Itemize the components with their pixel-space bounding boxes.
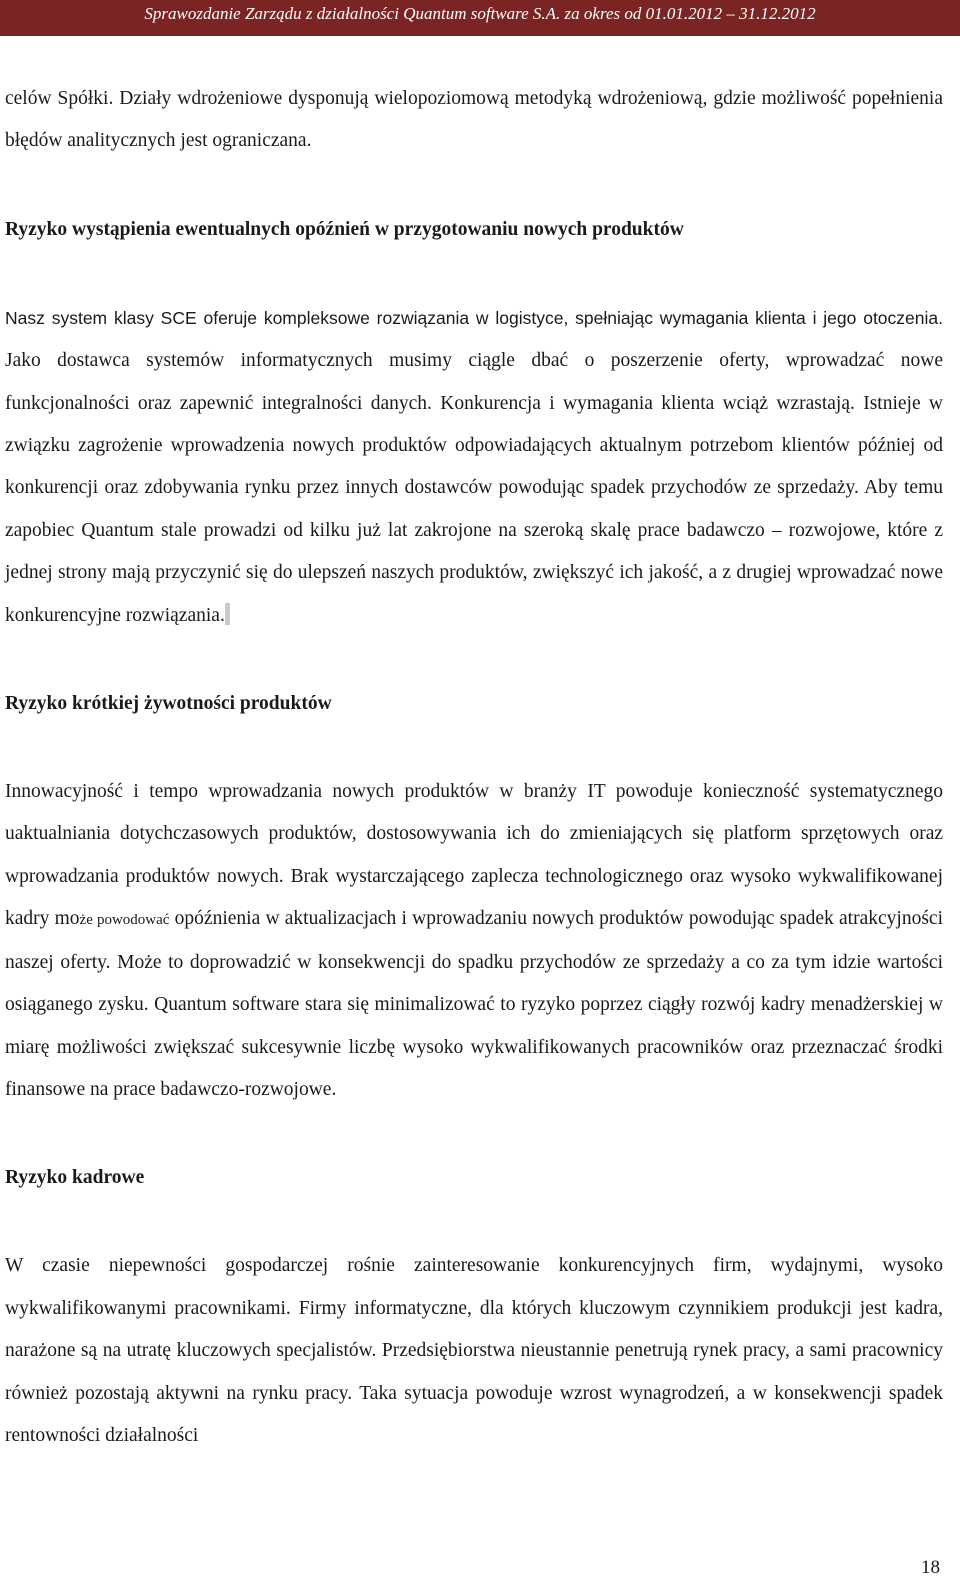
product-lifetime-paragraph <box>5 771 943 1111</box>
intro-paragraph: celów Spółki. Działy wdrożeniowe dysponują wielopoziomową metodyką wdrożeniową, gdzie możliwość popełnienia błędów analitycznych jest ograniczana. <box>5 88 943 152</box>
delay-risk-paragraph <box>5 297 943 637</box>
document-body <box>5 78 943 1457</box>
document-header <box>0 0 960 36</box>
section-heading-product-lifetime-risk: Ryzyko krótkiej żywotności produktów <box>5 693 332 715</box>
product-lifetime-text-small: że powodować <box>79 912 170 929</box>
text-cursor <box>225 603 230 625</box>
product-lifetime-text-a: Innowacyjność i tempo wprowadzania nowych produktów w branży IT powoduje konieczność systematycznego uaktualniania dotychczasowych produktów, dostosowywania ich do zmieniających się platform sprzętowych oraz wprowadzania produktów nowych. Brak wystarczającego zaplecza technologicznego oraz wysoko wykwalifikowanej kadry mo <box>5 781 943 930</box>
delay-risk-text-sans: Nasz system klasy SCE oferuje kompleksowe rozwiązania w logistyce, spełniając wymagania klienta i jego otoczenia. <box>5 307 943 328</box>
product-lifetime-text-b: opóźnienia w aktualizacjach i wprowadzaniu nowych produktów powodując spadek atrakcyjności naszej oferty. Może to doprowadzić w konsekwencji do spadku przychodów ze sprzedaży a co za tym idzie wartości osiąganego zysku. Quantum software stara się minimalizować to ryzyko poprzez ciągły rozwój kadry menadżerskiej w miarę możliwości zwiększać sukcesywnie liczbę wysoko wykwalifikowanych pracowników oraz przeznaczać środki finansowe na prace badawczo-rozwojowe. <box>5 908 943 1100</box>
delay-risk-text: Jako dostawca systemów informatycznych musimy ciągle dbać o poszerzenie oferty, wprowadzać nowe funkcjonalności oraz zapewnić integralności danych. Konkurencja i wymagania klienta wciąż wzrastają. Istnieje w związku zagrożenie wprowadzenia nowych produktów odpowiadających aktualnym potrzebom klientów później od konkurencji oraz zdobywania rynku przez innych dostawców powodując spadek przychodów ze sprzedaży. Aby temu zapobiec Quantum stale prowadzi od kilku już lat zakrojone na szeroką skalę prace badawczo – rozwojowe, które z jednej strony mają przyczynić się do ulepszeń naszych produktów, zwiększyć ich jakość, a z drugiej wprowadzać nowe konkurencyjne rozwiązania. <box>5 350 943 626</box>
header-title: Sprawozdanie Zarządu z działalności Quantum software S.A. za okres od 01.01.2012 – 31.12.2012 <box>144 4 816 23</box>
section-heading-staff-risk: Ryzyko kadrowe <box>5 1167 145 1189</box>
page-number: 18 <box>921 1557 940 1578</box>
section-heading-delay-risk: Ryzyko wystąpienia ewentualnych opóźnień w przygotowaniu nowych produktów <box>5 218 684 240</box>
staff-risk-paragraph: W czasie niepewności gospodarczej rośnie zainteresowanie konkurencyjnych firm, wydajnymi, wysoko wykwalifikowanymi pracownikami. Firmy informatyczne, dla których kluczowym czynnikiem produkcji jest kadra, narażone są na utratę kluczowych specjalistów. Przedsiębiorstwa nieustannie penetrują rynek pracy, a sami pracownicy również pozostają aktywni na rynku pracy. Taka sytuacja powoduje wzrost wynagrodzeń, a w konsekwencji spadek rentowności działalności <box>5 1255 943 1446</box>
